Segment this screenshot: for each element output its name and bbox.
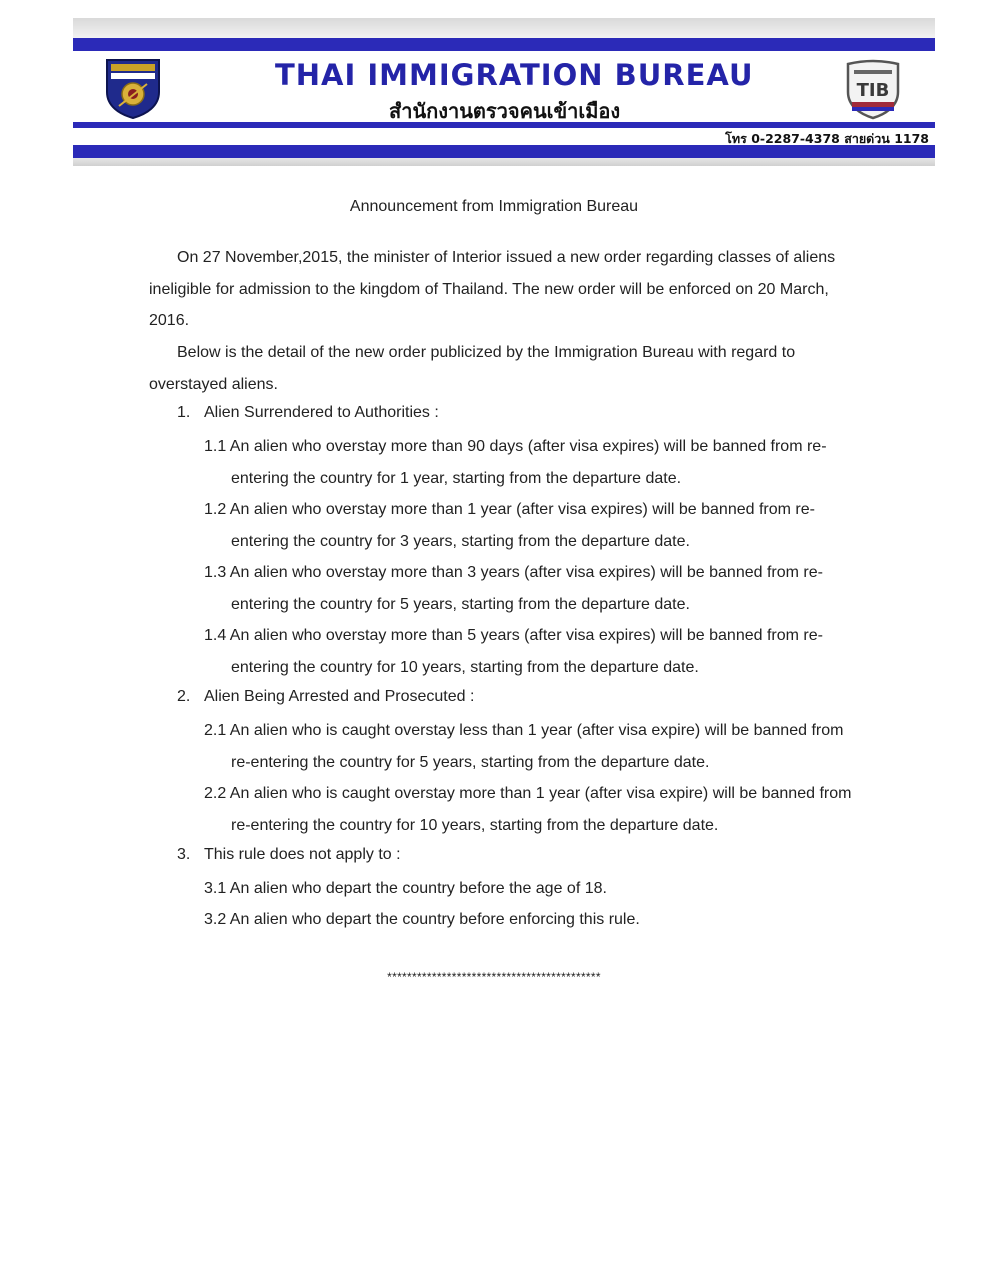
hotline-phone: โทร 0-2287-4378 สายด่วน 1178 bbox=[725, 131, 929, 146]
intro-paragraph: On 27 November,2015, the minister of Interior issued a new order regarding classes of aliens ineligible for admission to the kingdom of Thailand. The new order will be enforced on 20 March, 2016. bbox=[149, 249, 836, 329]
bureau-title-english: THAI IMMIGRATION BUREAU bbox=[275, 58, 754, 92]
section-3-heading: 3. This rule does not apply to : bbox=[177, 846, 401, 863]
svg-text:TIB: TIB bbox=[856, 80, 890, 101]
rule-3-2: 3.2 An alien who depart the country before enforcing this rule. bbox=[204, 911, 640, 928]
section-1-heading: 1. Alien Surrendered to Authorities : bbox=[177, 404, 439, 421]
rule-1-3: 1.3 An alien who overstay more than 3 years (after visa expires) will be banned from re-entering the country for 5 years, starting from the departure date. bbox=[204, 564, 823, 613]
rule-1-1: 1.1 An alien who overstay more than 90 days (after visa expires) will be banned from re-entering the country for 1 year, starting from the departure date. bbox=[204, 438, 827, 487]
royal-thai-police-emblem-icon bbox=[103, 56, 163, 120]
section-2-heading: 2. Alien Being Arrested and Prosecuted : bbox=[177, 688, 475, 705]
rule-3-1: 3.1 An alien who depart the country before the age of 18. bbox=[204, 880, 607, 897]
announcement-heading: Announcement from Immigration Bureau bbox=[349, 198, 639, 215]
detail-paragraph: Below is the detail of the new order publicized by the Immigration Bureau with regard to overstayed aliens. bbox=[149, 344, 796, 393]
bureau-title-thai: สำนักงานตรวจคนเข้าเมือง bbox=[389, 99, 621, 123]
rule-1-2: 1.2 An alien who overstay more than 1 year (after visa expires) will be banned from re-entering the country for 3 years, starting from the departure date. bbox=[204, 501, 815, 550]
rule-2-1: 2.1 An alien who is caught overstay less than 1 year (after visa expire) will be banned from re-entering the country for 5 years, starting from the departure date. bbox=[204, 722, 844, 771]
banner-bottom-grey-stripe bbox=[73, 158, 935, 166]
tib-shield-emblem-icon bbox=[844, 58, 902, 120]
rule-2-2: 2.2 An alien who is caught overstay more than 1 year (after visa expire) will be banned from re-entering the country for 10 years, starting from the departure date. bbox=[204, 785, 852, 834]
rule-1-4: 1.4 An alien who overstay more than 5 years (after visa expires) will be banned from re-entering the country for 10 years, starting from the departure date. bbox=[204, 627, 823, 676]
letterhead-banner bbox=[73, 18, 935, 166]
banner-top-blue-stripe bbox=[73, 38, 935, 51]
banner-top-grey-stripe bbox=[73, 18, 935, 38]
end-separator: ******************************************* bbox=[387, 970, 601, 984]
